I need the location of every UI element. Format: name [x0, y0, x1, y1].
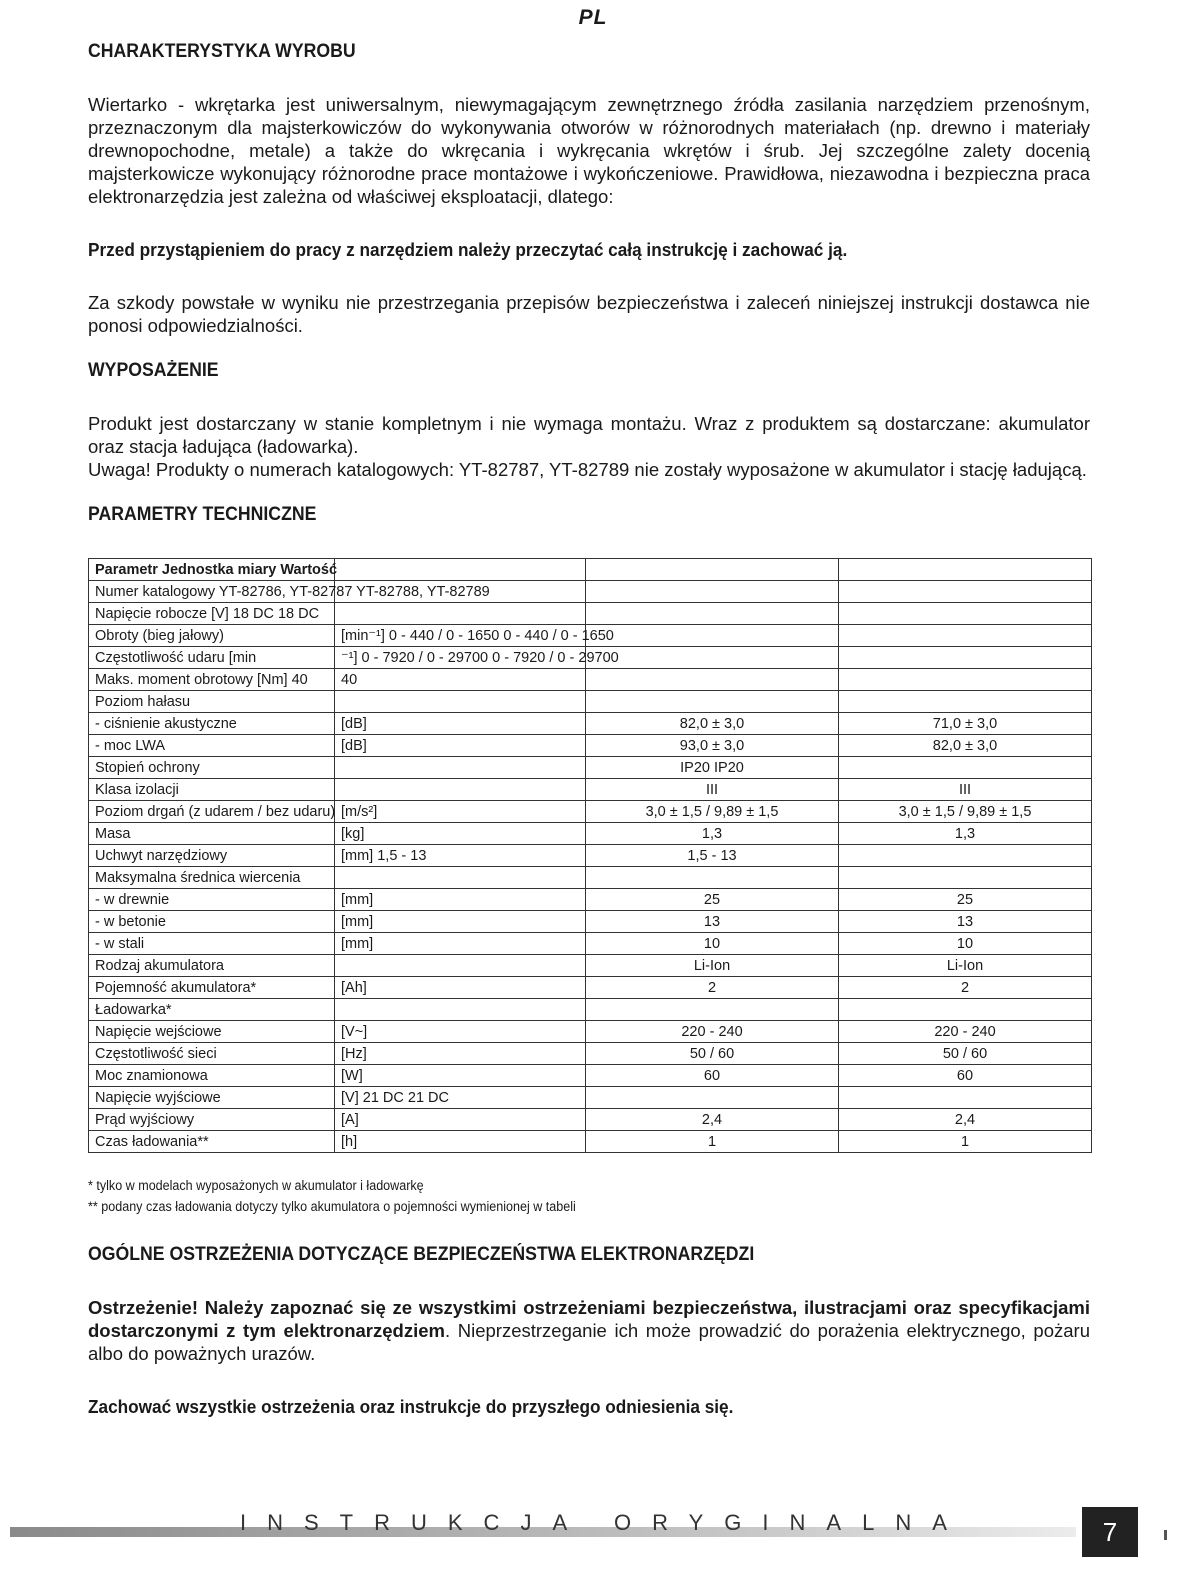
table-cell: [586, 625, 839, 647]
table-cell: [mm]: [335, 933, 586, 955]
table-cell: 60: [586, 1065, 839, 1087]
equipment-note: Uwaga! Produkty o numerach katalogowych: YT-82787, YT-82789 nie zostały wyposażone w akumulator i stację ładującą.: [88, 459, 1087, 480]
table-cell: [m/s²]: [335, 801, 586, 823]
table-cell: Obroty (bieg jałowy): [89, 625, 335, 647]
table-cell: [dB]: [335, 735, 586, 757]
table-cell: Poziom drgań (z udarem / bez udaru): [89, 801, 335, 823]
table-cell: [839, 559, 1092, 581]
table-cell: Uchwyt narzędziowy: [89, 845, 335, 867]
table-cell: 82,0 ± 3,0: [586, 713, 839, 735]
table-cell: [Hz]: [335, 1043, 586, 1065]
table-cell: [839, 669, 1092, 691]
table-row: [89, 867, 1092, 889]
table-cell: Maks. moment obrotowy [Nm] 40: [89, 669, 335, 691]
table-cell: - moc LWA: [89, 735, 335, 757]
table-cell: 1: [586, 1131, 839, 1153]
table-cell: [586, 647, 839, 669]
table-cell: 25: [839, 889, 1092, 911]
table-row: [89, 889, 1092, 911]
table-cell: Numer katalogowy YT-82786, YT-82787 YT-82788, YT-82789: [89, 581, 335, 603]
table-row: [89, 1065, 1092, 1087]
table-cell: [min⁻¹] 0 - 440 / 0 - 1650 0 - 440 / 0 - 1650: [335, 625, 586, 647]
footer-tick: [1164, 1530, 1167, 1540]
table-cell: - w stali: [89, 933, 335, 955]
table-cell: III: [839, 779, 1092, 801]
table-cell: [586, 867, 839, 889]
language-code: PL: [578, 6, 608, 29]
table-cell: 1,3: [586, 823, 839, 845]
table-cell: [Ah]: [335, 977, 586, 999]
table-row: [89, 735, 1092, 757]
table-cell: [mm]: [335, 911, 586, 933]
table-row: [89, 581, 1092, 603]
table-row: [89, 1131, 1092, 1153]
table-cell: ⁻¹] 0 - 7920 / 0 - 29700 0 - 7920 / 0 - 29700: [335, 647, 586, 669]
table-cell: [586, 691, 839, 713]
keep-instructions-paragraph: Zachować wszystkie ostrzeżenia oraz instrukcje do przyszłego odniesienia się.: [88, 1396, 734, 1417]
equipment-heading: WYPOSAŻENIE: [88, 360, 219, 381]
table-cell: [A]: [335, 1109, 586, 1131]
safety-normal-text: . Nieprzestrzeganie ich może prowadzić do porażenia elektrycznego, pożaru albo do poważnych urazów.: [88, 1320, 1090, 1364]
table-cell: [W]: [335, 1065, 586, 1087]
table-cell: Klasa izolacji: [89, 779, 335, 801]
table-row: [89, 691, 1092, 713]
characteristics-paragraph: Wiertarko - wkrętarka jest uniwersalnym, niewymagającym zewnętrznego źródła zasilania narzędziem przenośnym, przeznaczonym dla majsterkowiczów do wykonywania otworów w różnorodnych materiałach (np. drewno i materiały drewnopochodne, metale) a także do wkręcania i wykręcania wkrętów i śrub. Jej szczególne zalety docenią majsterkowicze wykonujący różnorodne prace montażowe i wykończeniowe. Prawidłowa, niezawodna i bezpieczna praca elektronarzędzia jest zależna od właściwej eksploatacji, dlatego:: [88, 94, 1090, 207]
table-cell: Stopień ochrony: [89, 757, 335, 779]
table-cell: [mm]: [335, 889, 586, 911]
table-row: [89, 1043, 1092, 1065]
table-row: [89, 823, 1092, 845]
table-cell: - w betonie: [89, 911, 335, 933]
table-cell: - w drewnie: [89, 889, 335, 911]
table-row: [89, 603, 1092, 625]
read-instruction-paragraph: Przed przystąpieniem do pracy z narzędziem należy przeczytać całą instrukcję i zachować ją.: [88, 239, 848, 260]
table-cell: 13: [586, 911, 839, 933]
table-cell: [839, 757, 1092, 779]
table-cell: [586, 669, 839, 691]
table-cell: Częstotliwość sieci: [89, 1043, 335, 1065]
table-cell: [839, 867, 1092, 889]
table-cell: Prąd wyjściowy: [89, 1109, 335, 1131]
table-cell: 2,4: [839, 1109, 1092, 1131]
table-cell: 2: [586, 977, 839, 999]
table-cell: 82,0 ± 3,0: [839, 735, 1092, 757]
table-row: [89, 977, 1092, 999]
table-cell: 2: [839, 977, 1092, 999]
table-cell: Maksymalna średnica wiercenia: [89, 867, 335, 889]
table-cell: [586, 1087, 839, 1109]
table-cell: [839, 1087, 1092, 1109]
table-row: [89, 845, 1092, 867]
table-cell: Masa: [89, 823, 335, 845]
table-cell: Ładowarka*: [89, 999, 335, 1021]
table-row: [89, 801, 1092, 823]
table-row: [89, 559, 1092, 581]
table-cell: 60: [839, 1065, 1092, 1087]
table-row: [89, 713, 1092, 735]
params-heading: PARAMETRY TECHNICZNE: [88, 504, 317, 525]
table-cell: 3,0 ± 1,5 / 9,89 ± 1,5: [586, 801, 839, 823]
table-row: [89, 933, 1092, 955]
table-cell: IP20 IP20: [586, 757, 839, 779]
page-number: 7: [1082, 1507, 1138, 1557]
table-cell: 1: [839, 1131, 1092, 1153]
table-cell: [839, 845, 1092, 867]
table-cell: [335, 603, 586, 625]
table-cell: [335, 779, 586, 801]
table-cell: 3,0 ± 1,5 / 9,89 ± 1,5: [839, 801, 1092, 823]
table-cell: [839, 603, 1092, 625]
technical-parameters-table: [88, 558, 1092, 1153]
table-cell: [kg]: [335, 823, 586, 845]
table-cell: [335, 559, 586, 581]
table-cell: [335, 999, 586, 1021]
table-cell: [335, 955, 586, 977]
table-row: [89, 999, 1092, 1021]
table-cell: III: [586, 779, 839, 801]
table-cell: [mm] 1,5 - 13: [335, 845, 586, 867]
original-instruction-label: INSTRUKCJA ORYGINALNA: [240, 1510, 968, 1535]
table-cell: 25: [586, 889, 839, 911]
characteristics-heading: CHARAKTERYSTYKA WYROBU: [88, 41, 356, 62]
table-cell: [V] 21 DC 21 DC: [335, 1087, 586, 1109]
table-row: [89, 625, 1092, 647]
table-cell: Li-Ion: [839, 955, 1092, 977]
table-cell: 50 / 60: [839, 1043, 1092, 1065]
table-cell: [839, 625, 1092, 647]
table-cell: [586, 603, 839, 625]
table-cell: Napięcie wyjściowe: [89, 1087, 335, 1109]
table-cell: 1,5 - 13: [586, 845, 839, 867]
table-cell: Częstotliwość udaru [min: [89, 647, 335, 669]
table-cell: [839, 999, 1092, 1021]
table-cell: [335, 691, 586, 713]
table-row: [89, 1109, 1092, 1131]
table-cell: [335, 757, 586, 779]
table-cell: Czas ładowania**: [89, 1131, 335, 1153]
table-cell: 10: [839, 933, 1092, 955]
table-row: [89, 911, 1092, 933]
table-cell: 220 - 240: [586, 1021, 839, 1043]
liability-paragraph: Za szkody powstałe w wyniku nie przestrzegania przepisów bezpieczeństwa i zaleceń niniejszej instrukcji dostawca nie ponosi odpowiedzialności.: [88, 292, 1090, 336]
table-cell: 220 - 240: [839, 1021, 1092, 1043]
table-row: [89, 757, 1092, 779]
table-cell: Napięcie robocze [V] 18 DC 18 DC: [89, 603, 335, 625]
table-notes: [88, 1175, 1020, 1217]
table-cell: [h]: [335, 1131, 586, 1153]
table-cell: 10: [586, 933, 839, 955]
table-cell: 2,4: [586, 1109, 839, 1131]
table-cell: [dB]: [335, 713, 586, 735]
table-row: [89, 779, 1092, 801]
table-cell: 93,0 ± 3,0: [586, 735, 839, 757]
equipment-paragraph: Produkt jest dostarczany w stanie kompletnym i nie wymaga montażu. Wraz z produktem są dostarczane: akumulator oraz stacja ładująca (ładowarka).: [88, 413, 1090, 457]
table-cell: 13: [839, 911, 1092, 933]
table-cell: 50 / 60: [586, 1043, 839, 1065]
table-cell: 1,3: [839, 823, 1092, 845]
safety-bold-text: Ostrzeżenie! Należy zapoznać się ze wszystkimi ostrzeżeniami bezpieczeństwa, ilustracjami oraz specyfikacjami dostarczonymi z tym elektronarzędziem: [88, 1297, 1090, 1341]
table-cell: [586, 581, 839, 603]
table-cell: [839, 647, 1092, 669]
table-cell: Poziom hałasu: [89, 691, 335, 713]
table-cell: [839, 581, 1092, 603]
table-row: [89, 1087, 1092, 1109]
table-cell: [586, 559, 839, 581]
page-content: [88, 40, 1090, 1418]
table-cell: Napięcie wejściowe: [89, 1021, 335, 1043]
table-cell: [335, 867, 586, 889]
table-cell: [586, 999, 839, 1021]
table-row: [89, 955, 1092, 977]
safety-heading: OGÓLNE OSTRZEŻENIA DOTYCZĄCE BEZPIECZEŃSTWA ELEKTRONARZĘDZI: [88, 1244, 755, 1265]
table-cell: 71,0 ± 3,0: [839, 713, 1092, 735]
table-row: [89, 1021, 1092, 1043]
table-cell: Li-Ion: [586, 955, 839, 977]
table-row: [89, 669, 1092, 691]
table-cell: Parametr Jednostka miary Wartość: [89, 559, 335, 581]
table-cell: [839, 691, 1092, 713]
footnote-2: ** podany czas ładowania dotyczy tylko akumulatora o pojemności wymienionej w tabeli: [88, 1199, 576, 1214]
table-cell: - ciśnienie akustyczne: [89, 713, 335, 735]
table-cell: Pojemność akumulatora*: [89, 977, 335, 999]
table-row: [89, 647, 1092, 669]
table-cell: [V~]: [335, 1021, 586, 1043]
table-cell: Rodzaj akumulatora: [89, 955, 335, 977]
table-cell: Moc znamionowa: [89, 1065, 335, 1087]
footnote-1: * tylko w modelach wyposażonych w akumulator i ładowarkę: [88, 1178, 424, 1193]
table-cell: 40: [335, 669, 586, 691]
safety-paragraph: [88, 1296, 1090, 1365]
